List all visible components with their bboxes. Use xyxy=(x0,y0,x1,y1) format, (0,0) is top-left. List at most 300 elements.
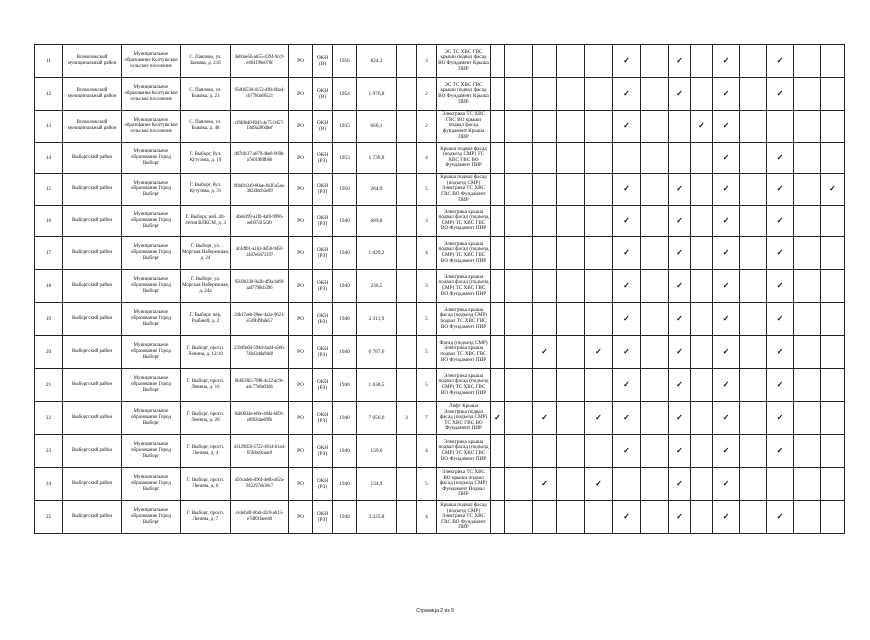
area-cell: 1 739,8 xyxy=(357,142,397,174)
checkmark-cell xyxy=(740,270,767,303)
checkmark-cell xyxy=(557,45,585,78)
checkmark-cell xyxy=(641,174,669,206)
checkmark-cell xyxy=(585,237,613,270)
checkmark-cell xyxy=(533,142,557,174)
table-row xyxy=(35,45,845,78)
checkmark-cell: ✓ xyxy=(767,303,794,336)
checkmark-cell xyxy=(691,174,713,206)
checkmark-cell: ✓ xyxy=(713,402,740,435)
checkmark-cell xyxy=(533,237,557,270)
area-cell: 660,1 xyxy=(357,111,397,143)
checkmark-cell xyxy=(505,336,533,369)
checkmark-cell xyxy=(821,142,845,174)
floors-cell: 4 xyxy=(417,237,437,270)
checkmark-cell xyxy=(533,369,557,402)
floors-cell: 5 xyxy=(417,303,437,336)
district-cell: Всеволожский муниципальный район xyxy=(63,45,122,78)
checkmark-cell xyxy=(641,205,669,237)
row-number: 15 xyxy=(35,174,63,206)
checkmark-cell xyxy=(794,336,821,369)
form-cell: РО xyxy=(289,501,313,534)
checkmark-cell xyxy=(740,501,767,534)
address-cell: С. Павлово, ул. Быкова, д. 23 xyxy=(181,78,231,111)
guid-cell: 95d06530-4152-4ff4-8ba4-cb77b0a66521 xyxy=(231,78,289,111)
checkmark-cell: ✓ xyxy=(767,369,794,402)
fund-cell: ОКН (РЗ) xyxy=(313,174,333,206)
checkmark-cell xyxy=(641,336,669,369)
checkmark-cell xyxy=(740,369,767,402)
district-cell: Выборгский район xyxy=(63,237,122,270)
floors-cell: 4 xyxy=(417,435,437,468)
row-number: 14 xyxy=(35,142,63,174)
checkmark-cell xyxy=(557,369,585,402)
form-cell: РО xyxy=(289,369,313,402)
address-cell: Г. Выборг, ул. Морская Набережная, д. 24а xyxy=(181,270,231,303)
extra-count-cell xyxy=(397,336,417,369)
checkmark-cell xyxy=(641,270,669,303)
year-cell: 1940 xyxy=(333,270,357,303)
row-number: 20 xyxy=(35,336,63,369)
checkmark-cell xyxy=(491,501,505,534)
municipality-cell: Муниципальное образование Колтушское сельское поселение xyxy=(122,111,181,143)
year-cell: 1940 xyxy=(333,468,357,501)
floors-cell: 7 xyxy=(417,402,437,435)
table-row xyxy=(35,237,845,270)
works-cell: Крыша подвал фасад (подъезд СМР) Электрика ТС ХВС ГВС ВО Фундамент ПИР xyxy=(437,174,491,206)
checkmark-cell: ✓ xyxy=(613,205,641,237)
floors-cell: 3 xyxy=(417,45,437,78)
checkmark-cell xyxy=(585,435,613,468)
checkmark-cell: ✓ xyxy=(613,369,641,402)
checkmark-cell xyxy=(641,142,669,174)
fund-cell: ОКН (РЗ) xyxy=(313,270,333,303)
floors-cell: 5 xyxy=(417,336,437,369)
checkmark-cell xyxy=(794,468,821,501)
district-cell: Выборгский район xyxy=(63,435,122,468)
checkmark-cell xyxy=(691,45,713,78)
row-number: 25 xyxy=(35,501,63,534)
row-number: 21 xyxy=(35,369,63,402)
checkmark-cell xyxy=(557,174,585,206)
checkmark-cell xyxy=(585,174,613,206)
address-cell: Г. Выборг, ул. Морская Набережная, д. 24 xyxy=(181,237,231,270)
checkmark-cell xyxy=(491,45,505,78)
checkmark-cell: ✓ xyxy=(713,45,740,78)
address-cell: С. Павлово, ул. Быкова, д. 48 xyxy=(181,111,231,143)
guid-cell: 9560b238-9a3b-4f9a-bd9f-aaf7798cb396 xyxy=(231,270,289,303)
fund-cell: ОКН (РЗ) xyxy=(313,501,333,534)
address-cell: Г. Выборг, пер. Рыбный, д. 2 xyxy=(181,303,231,336)
checkmark-cell: ✓ xyxy=(713,303,740,336)
row-number: 11 xyxy=(35,45,63,78)
checkmark-cell xyxy=(691,237,713,270)
checkmark-cell xyxy=(585,142,613,174)
extra-count-cell xyxy=(397,174,417,206)
checkmark-cell xyxy=(491,435,505,468)
checkmark-cell xyxy=(491,237,505,270)
fund-cell: ОКН (В) xyxy=(313,78,333,111)
extra-count-cell xyxy=(397,205,417,237)
checkmark-cell xyxy=(691,270,713,303)
municipality-cell: Муниципальное образование Город Выборг xyxy=(122,435,181,468)
checkmark-cell: ✓ xyxy=(669,402,691,435)
year-cell: 1949 xyxy=(333,501,357,534)
area-cell: 2 311,9 xyxy=(357,303,397,336)
area-cell: 1 829,2 xyxy=(357,237,397,270)
year-cell: 1940 xyxy=(333,237,357,270)
checkmark-cell: ✓ xyxy=(613,501,641,534)
row-number: 23 xyxy=(35,435,63,468)
year-cell: 1940 xyxy=(333,402,357,435)
checkmark-cell xyxy=(505,174,533,206)
area-cell: 3 225,8 xyxy=(357,501,397,534)
checkmark-cell xyxy=(585,45,613,78)
document-sheet xyxy=(34,44,845,534)
checkmark-cell xyxy=(794,78,821,111)
form-cell: РО xyxy=(289,402,313,435)
checkmark-cell xyxy=(557,111,585,143)
checkmark-cell: ✓ xyxy=(613,78,641,111)
municipality-cell: Муниципальное образование Колтушское сельское поселение xyxy=(122,45,181,78)
checkmark-cell xyxy=(641,45,669,78)
checkmark-cell: ✓ xyxy=(767,435,794,468)
checkmark-cell xyxy=(557,142,585,174)
checkmark-cell: ✓ xyxy=(533,468,557,501)
form-cell: РО xyxy=(289,78,313,111)
checkmark-cell xyxy=(794,111,821,143)
table-row xyxy=(35,205,845,237)
address-cell: Г. Выборг, просп. Ленина, д. 20 xyxy=(181,402,231,435)
guid-cell: 456cadeb-096f-4e6b-a02a-942297eb38c7 xyxy=(231,468,289,501)
address-cell: Г. Выборг, бул. Кутузова, д. 31 xyxy=(181,174,231,206)
checkmark-cell: ✓ xyxy=(585,336,613,369)
checkmark-cell xyxy=(740,468,767,501)
checkmark-cell: ✓ xyxy=(713,174,740,206)
works-cell: ЭС ТС ХВС ГВС крыши подвал фасад ВО Фундамент Крыша ПИР xyxy=(437,78,491,111)
checkmark-cell: ✓ xyxy=(613,111,641,143)
checkmark-cell xyxy=(641,303,669,336)
checkmark-cell xyxy=(821,369,845,402)
floors-cell: 3 xyxy=(417,270,437,303)
area-cell: 824,3 xyxy=(357,45,397,78)
checkmark-cell: ✓ xyxy=(613,402,641,435)
area-cell: 1 976,8 xyxy=(357,78,397,111)
checkmark-cell xyxy=(505,111,533,143)
extra-count-cell xyxy=(397,270,417,303)
extra-count-cell xyxy=(397,237,417,270)
checkmark-cell xyxy=(767,111,794,143)
checkmark-cell xyxy=(691,336,713,369)
checkmark-cell xyxy=(533,501,557,534)
checkmark-cell xyxy=(691,468,713,501)
checkmark-cell: ✓ xyxy=(613,174,641,206)
checkmark-cell xyxy=(505,142,533,174)
municipality-cell: Муниципальное образование Город Выборг xyxy=(122,303,181,336)
checkmark-cell xyxy=(505,205,533,237)
extra-count-cell xyxy=(397,303,417,336)
municipality-cell: Муниципальное образование Город Выборг xyxy=(122,237,181,270)
checkmark-cell xyxy=(557,402,585,435)
fund-cell: ОКН (В) xyxy=(313,111,333,143)
checkmark-cell: ✓ xyxy=(669,369,691,402)
table-row xyxy=(35,78,845,111)
works-cell: Крыша подвал фасад (подъезд СМР) Электрика ТС ХВС ГВС ВО Фундамент ПИР xyxy=(437,501,491,534)
floors-cell: 2 xyxy=(417,78,437,111)
municipality-cell: Муниципальное образование Город Выборг xyxy=(122,501,181,534)
checkmark-cell: ✓ xyxy=(613,270,641,303)
table-row xyxy=(35,270,845,303)
form-cell: РО xyxy=(289,142,313,174)
checkmark-cell xyxy=(505,468,533,501)
guid-cell: 24b17eeb-28ee-4a2e-9621-e549bf9bde57 xyxy=(231,303,289,336)
address-cell: Г. Выборг, бул. Кутузова, д. 10 xyxy=(181,142,231,174)
checkmark-cell: ✓ xyxy=(767,501,794,534)
checkmark-cell: ✓ xyxy=(767,237,794,270)
floors-cell: 5 xyxy=(417,369,437,402)
table-row xyxy=(35,369,845,402)
year-cell: 1940 xyxy=(333,336,357,369)
checkmark-cell xyxy=(740,237,767,270)
works-cell: Электрика ТС ХВС ГВС ВО крыши подвал фасад фундамент Крыша ПИР xyxy=(437,111,491,143)
checkmark-cell xyxy=(533,205,557,237)
checkmark-cell xyxy=(740,336,767,369)
checkmark-cell: ✓ xyxy=(713,501,740,534)
municipality-cell: Муниципальное образование Город Выборг xyxy=(122,468,181,501)
guid-cell: 8ab0834e-e6fe-484a-b691-e8f02dae69fb xyxy=(231,402,289,435)
checkmark-cell: ✓ xyxy=(669,237,691,270)
checkmark-cell xyxy=(794,501,821,534)
checkmark-cell: ✓ xyxy=(767,402,794,435)
checkmark-cell xyxy=(557,205,585,237)
checkmark-cell xyxy=(505,435,533,468)
floors-cell: 5 xyxy=(417,468,437,501)
checkmark-cell xyxy=(491,78,505,111)
checkmark-cell xyxy=(505,270,533,303)
checkmark-cell: ✓ xyxy=(713,468,740,501)
address-cell: Г. Выборг, просп. Ленина, д. 16 xyxy=(181,369,231,402)
district-cell: Всеволожский муниципальный район xyxy=(63,111,122,143)
checkmark-cell xyxy=(740,45,767,78)
checkmark-cell: ✓ xyxy=(533,402,557,435)
table-row xyxy=(35,142,845,174)
checkmark-cell: ✓ xyxy=(491,402,505,435)
checkmark-cell xyxy=(505,303,533,336)
district-cell: Выборгский район xyxy=(63,205,122,237)
guid-cell: 23949a04-594d-4ad4-a566-74b43dda94e8 xyxy=(231,336,289,369)
checkmark-cell: ✓ xyxy=(669,336,691,369)
checkmark-cell: ✓ xyxy=(613,303,641,336)
floors-cell: 2 xyxy=(417,111,437,143)
checkmark-cell xyxy=(767,468,794,501)
checkmark-cell xyxy=(821,78,845,111)
guid-cell: 6bfd59b5-78f8-4c22-ac9c-a4c77e8a03db xyxy=(231,369,289,402)
extra-count-cell xyxy=(397,111,417,143)
form-cell: РО xyxy=(289,174,313,206)
checkmark-cell xyxy=(740,303,767,336)
fund-cell: ОКН (РЗ) xyxy=(313,468,333,501)
checkmark-cell: ✓ xyxy=(585,402,613,435)
checkmark-cell: ✓ xyxy=(585,468,613,501)
checkmark-cell: ✓ xyxy=(669,78,691,111)
checkmark-cell xyxy=(821,237,845,270)
checkmark-cell: ✓ xyxy=(713,369,740,402)
checkmark-cell xyxy=(691,501,713,534)
checkmark-cell xyxy=(821,468,845,501)
fund-cell: ОКН (РЗ) xyxy=(313,435,333,468)
form-cell: РО xyxy=(289,111,313,143)
year-cell: 1953 xyxy=(333,142,357,174)
checkmark-cell xyxy=(491,111,505,143)
checkmark-cell: ✓ xyxy=(713,237,740,270)
checkmark-cell xyxy=(491,303,505,336)
area-cell: 134,9 xyxy=(357,468,397,501)
table-row xyxy=(35,303,845,336)
checkmark-cell: ✓ xyxy=(669,205,691,237)
checkmark-cell xyxy=(491,270,505,303)
checkmark-cell xyxy=(491,142,505,174)
checkmark-cell: ✓ xyxy=(713,435,740,468)
extra-count-cell xyxy=(397,468,417,501)
municipality-cell: Муниципальное образование Город Выборг xyxy=(122,174,181,206)
checkmark-cell xyxy=(641,237,669,270)
municipality-cell: Муниципальное образование Город Выборг xyxy=(122,336,181,369)
checkmark-cell xyxy=(641,111,669,143)
year-cell: 1940 xyxy=(333,435,357,468)
checkmark-cell xyxy=(533,78,557,111)
form-cell: РО xyxy=(289,205,313,237)
checkmark-cell: ✓ xyxy=(613,237,641,270)
area-cell: 689,8 xyxy=(357,205,397,237)
checkmark-cell xyxy=(585,501,613,534)
works-cell: Электрика крыша подвал фасад (подъезд СМР) ТС ХВС ГВС ВО Фундамент ПИР xyxy=(437,237,491,270)
checkmark-cell xyxy=(794,45,821,78)
checkmark-cell: ✓ xyxy=(713,270,740,303)
guid-cell: ce3efa0f-6fad-42c8-ab15-e7df01faee40 xyxy=(231,501,289,534)
floors-cell: 4 xyxy=(417,142,437,174)
extra-count-cell: 3 xyxy=(397,402,417,435)
works-cell: Лифт Крыша Электрика подвал фасад (подъезд СМР) ТС ХВС ГВС ВО Фундамент ПИР xyxy=(437,402,491,435)
district-cell: Выборгский район xyxy=(63,174,122,206)
form-cell: РО xyxy=(289,237,313,270)
guid-cell: 86bfcb349-80ae-4b3f-a5aa-3824fdcb2e09 xyxy=(231,174,289,206)
checkmark-cell xyxy=(585,205,613,237)
checkmark-cell xyxy=(533,45,557,78)
checkmark-cell xyxy=(557,237,585,270)
checkmark-cell xyxy=(794,369,821,402)
checkmark-cell xyxy=(533,174,557,206)
checkmark-cell xyxy=(491,369,505,402)
checkmark-cell xyxy=(821,270,845,303)
guid-cell: d07bfc37-a879-4be8-969b-a7e019f0fb66 xyxy=(231,142,289,174)
checkmark-cell xyxy=(533,435,557,468)
buildings-table xyxy=(34,44,845,534)
checkmark-cell xyxy=(585,303,613,336)
checkmark-cell xyxy=(691,78,713,111)
address-cell: Г. Выборг, просп. Ленина, д. 4 xyxy=(181,435,231,468)
year-cell: 1940 xyxy=(333,303,357,336)
table-row xyxy=(35,111,845,143)
checkmark-cell xyxy=(557,303,585,336)
checkmark-cell xyxy=(557,78,585,111)
works-cell: ЭС ТС ХВС ГВС крыши подвал фасад ВО Фундамент Крыша ПИР xyxy=(437,45,491,78)
year-cell: 1956 xyxy=(333,45,357,78)
municipality-cell: Муниципальное образование Колтушское сельское поселение xyxy=(122,78,181,111)
checkmark-cell xyxy=(740,111,767,143)
checkmark-cell xyxy=(641,501,669,534)
checkmark-cell: ✓ xyxy=(533,336,557,369)
row-number: 22 xyxy=(35,402,63,435)
checkmark-cell xyxy=(821,111,845,143)
checkmark-cell xyxy=(557,336,585,369)
checkmark-cell xyxy=(821,435,845,468)
guid-cell: 3eb6ae56-ab55-4394-9ccf-e404196e076f xyxy=(231,45,289,78)
checkmark-cell xyxy=(641,369,669,402)
row-number: 19 xyxy=(35,303,63,336)
extra-count-cell xyxy=(397,369,417,402)
checkmark-cell xyxy=(821,402,845,435)
form-cell: РО xyxy=(289,45,313,78)
municipality-cell: Муниципальное образование Город Выборг xyxy=(122,270,181,303)
checkmark-cell: ✓ xyxy=(669,45,691,78)
checkmark-cell xyxy=(557,435,585,468)
fund-cell: ОКН (РЗ) xyxy=(313,237,333,270)
checkmark-cell xyxy=(585,78,613,111)
checkmark-cell xyxy=(505,78,533,111)
form-cell: РО xyxy=(289,303,313,336)
row-number: 18 xyxy=(35,270,63,303)
checkmark-cell: ✓ xyxy=(713,111,740,143)
works-cell: Электрика крыша подвал фасад (подъезд СМР) ТС ХВС ГВС ВО Фундамент ПИР xyxy=(437,369,491,402)
checkmark-cell xyxy=(691,205,713,237)
checkmark-cell: ✓ xyxy=(767,142,794,174)
row-number: 17 xyxy=(35,237,63,270)
checkmark-cell: ✓ xyxy=(669,468,691,501)
checkmark-cell: ✓ xyxy=(691,111,713,143)
works-cell: Электрика крыша подвал фасад (подъезд СМР) ТС ХВС ГВС ВО Фундамент ПИР xyxy=(437,435,491,468)
checkmark-cell xyxy=(794,270,821,303)
page-number: Страница 2 из 9 xyxy=(416,608,454,614)
checkmark-cell: ✓ xyxy=(767,45,794,78)
works-cell: Электрика крыша подвал фасад (подъезд СМР) ТС ХВС ГВС ВО Фундамент ПИР xyxy=(437,270,491,303)
checkmark-cell xyxy=(794,303,821,336)
checkmark-cell xyxy=(533,111,557,143)
table-row xyxy=(35,402,845,435)
checkmark-cell: ✓ xyxy=(767,78,794,111)
district-cell: Выборгский район xyxy=(63,402,122,435)
checkmark-cell xyxy=(557,468,585,501)
checkmark-cell xyxy=(533,303,557,336)
area-cell: 139,6 xyxy=(357,435,397,468)
district-cell: Выборгский район xyxy=(63,501,122,534)
checkmark-cell: ✓ xyxy=(613,336,641,369)
area-cell: 1 638,5 xyxy=(357,369,397,402)
municipality-cell: Муниципальное образование Город Выборг xyxy=(122,402,181,435)
checkmark-cell xyxy=(794,142,821,174)
area-cell: 236,5 xyxy=(357,270,397,303)
checkmark-cell xyxy=(794,174,821,206)
extra-count-cell xyxy=(397,501,417,534)
checkmark-cell xyxy=(740,78,767,111)
checkmark-cell xyxy=(740,205,767,237)
row-number: 16 xyxy=(35,205,63,237)
table-row xyxy=(35,468,845,501)
checkmark-cell: ✓ xyxy=(713,142,740,174)
checkmark-cell xyxy=(691,402,713,435)
area-cell: 7 056,0 xyxy=(357,402,397,435)
checkmark-cell xyxy=(641,435,669,468)
checkmark-cell xyxy=(794,435,821,468)
table-row xyxy=(35,174,845,206)
